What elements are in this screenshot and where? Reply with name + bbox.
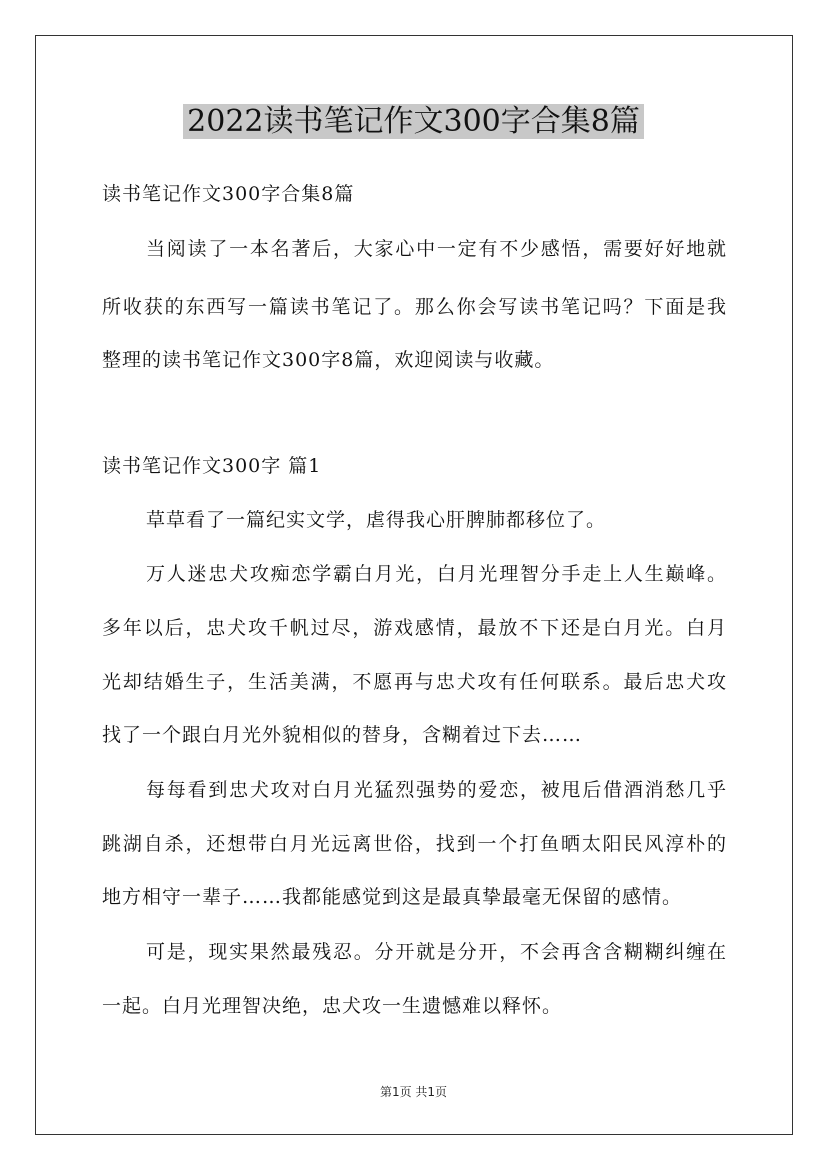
paragraph-line: 一起。白月光理智决绝，忠犬攻一生遗憾难以释怀。: [102, 995, 563, 1017]
paragraph-line: 每每看到忠犬攻对白月光猛烈强势的爱恋，被甩后借酒消愁几乎: [146, 779, 727, 801]
paragraph-line: 地方相守一辈子……我都能感觉到这是最真挚最毫无保留的感情。: [102, 886, 683, 908]
page-footer: 第1页 共1页: [379, 1085, 448, 1099]
paragraph-line: 可是，现实果然最残忍。分开就是分开，不会再含含糊糊纠缠在: [146, 941, 727, 963]
document-title: 2022读书笔记作文300字合集8篇: [0, 100, 827, 144]
paragraph-line: 找了一个跟白月光外貌相似的替身，含糊着过下去……: [102, 724, 583, 746]
paragraph-line: 万人迷忠犬攻痴恋学霸白月光，白月光理智分手走上人生巅峰。: [146, 563, 727, 585]
section-heading: 读书笔记作文300字 篇1: [102, 455, 322, 477]
intro-line: 所收获的东西写一篇读书笔记了。那么你会写读书笔记吗？下面是我: [102, 296, 727, 318]
document-subtitle: 读书笔记作文300字合集8篇: [102, 183, 355, 205]
paragraph-line: 草草看了一篇纪实文学，虐得我心肝脾肺都移位了。: [146, 509, 607, 531]
paragraph-line: 跳湖自杀，还想带白月光远离世俗，找到一个打鱼晒太阳民风淳朴的: [102, 833, 727, 855]
intro-line: 整理的读书笔记作文300字8篇，欢迎阅读与收藏。: [102, 349, 555, 371]
paragraph-line: 光却结婚生子，生活美满，不愿再与忠犬攻有任何联系。最后忠犬攻: [102, 671, 727, 693]
intro-line: 当阅读了一本名著后，大家心中一定有不少感悟，需要好好地就: [146, 238, 727, 260]
paragraph-line: 多年以后，忠犬攻千帆过尽，游戏感情，最放不下还是白月光。白月: [102, 617, 727, 639]
